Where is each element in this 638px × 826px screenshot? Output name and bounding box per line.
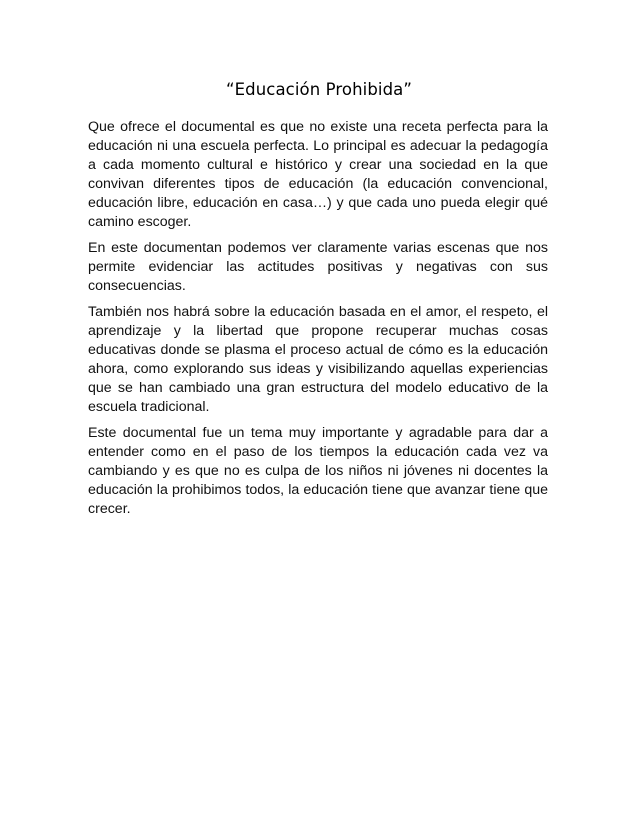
- paragraph-4: Este documental fue un tema muy importante y agradable para dar a entender como en el paso de los tiempos la educación cada vez va cambiando y es que no es culpa de los niños ni jóvenes ni docentes la educación la prohibimos todos, la educación tiene que avanzar tiene que crecer.: [88, 425, 548, 517]
- paragraph-1: Que ofrece el documental es que no existe una receta perfecta para la educación ni una escuela perfecta. Lo principal es adecuar la pedagogía a cada momento cultural e histórico y crear una sociedad en la que convivan diferentes tipos de educación (la educación convencional, educación libre, educación en casa…) y que cada uno pueda elegir qué camino escoger.: [88, 119, 548, 230]
- paragraph-2: En este documentan podemos ver claramente varias escenas que nos permite evidenciar las actitudes positivas y negativas con sus consecuencias.: [88, 240, 548, 294]
- paragraph-3: También nos habrá sobre la educación basada en el amor, el respeto, el aprendizaje y la libertad que propone recuperar muchas cosas educativas donde se plasma el proceso actual de cómo es la educación ahora, como explorando sus ideas y visibilizando aquellas experiencias que se han cambiado una gran estructura del modelo educativo de la escuela tradicional.: [88, 304, 548, 415]
- document-body: [88, 118, 548, 526]
- document-title: “Educación Prohibida”: [225, 80, 413, 99]
